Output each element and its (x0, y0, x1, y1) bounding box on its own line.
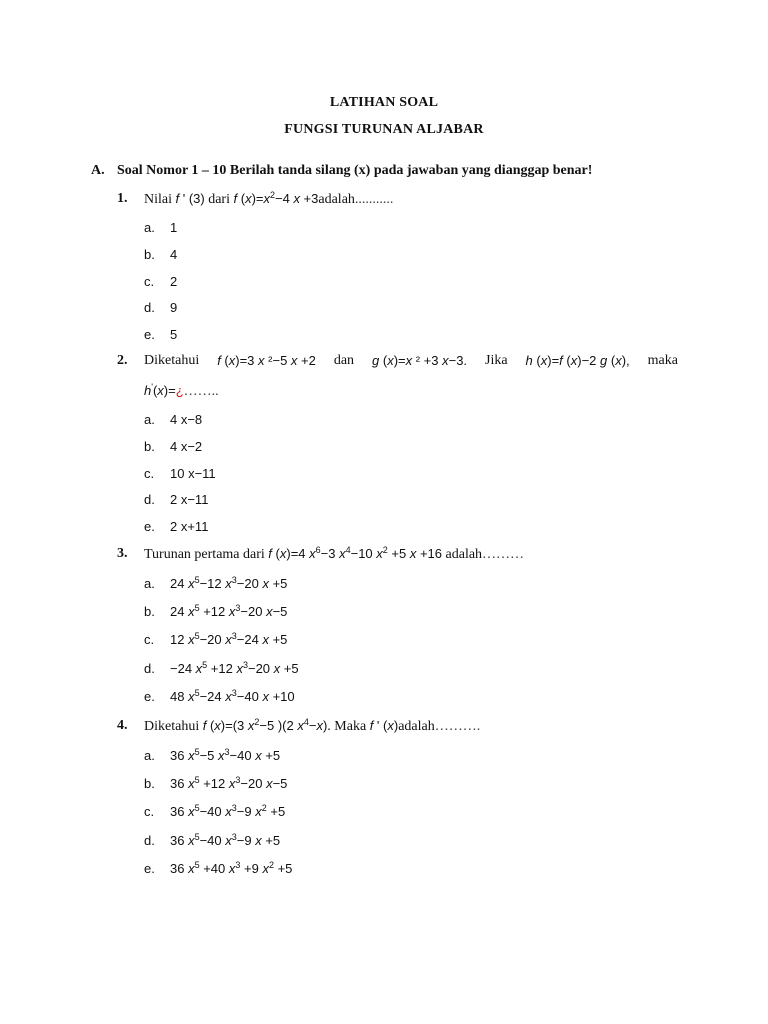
question-text-prefix: Nilai (144, 192, 172, 207)
option-letter: c. (144, 274, 155, 289)
option-letter: b. (144, 247, 155, 262)
question-text-suffix: adalah (318, 192, 355, 207)
option-text: 36 $x^5-40$ $x^3-9$ x +5 (170, 832, 281, 848)
option-letter: e. (144, 327, 155, 342)
question-text-continued (144, 383, 219, 400)
page-title: LATIHAN SOAL (329, 95, 439, 110)
question-text-suffix: adalah (398, 719, 435, 734)
option-letter: e. (144, 861, 155, 876)
option-text: 2 x−11 (170, 492, 209, 507)
option-letter: c. (144, 632, 155, 647)
option-letter: d. (144, 661, 155, 676)
option-letter: d. (144, 300, 155, 315)
option-letter: b. (144, 776, 155, 791)
option-letter: d. (144, 492, 155, 507)
question-number: 3. (117, 546, 128, 561)
question-text-prefix: Diketahui (144, 719, 200, 734)
section-instruction: Soal Nomor 1 – 10 Berilah tanda silang (x) pada jawaban yang dianggap benar! (117, 163, 593, 178)
question-text (144, 546, 524, 563)
option-text: −24 $x^5 +12$ $x^3-20$ x +5 (170, 660, 299, 676)
option-text: 4 x−2 (170, 439, 203, 454)
option-text: 2 x+11 (170, 519, 209, 534)
answer-blank: ........... (354, 192, 394, 207)
option-text: 36 $x^5-40$ $x^3-9$ $x^2 +5$ (170, 803, 286, 819)
page-subtitle: FUNGSI TURUNAN ALJABAR (284, 122, 484, 137)
section-letter: A. (91, 163, 105, 178)
math-expression: h'(x)=¿ (144, 382, 184, 398)
option-letter: d. (144, 833, 155, 848)
option-text: 5 (170, 327, 178, 342)
option-letter: c. (144, 804, 155, 819)
math-expression: f (x)=3 x ²−5 x +2 (217, 353, 316, 368)
math-expression: g (x)=x ² +3 x−3. (372, 353, 468, 368)
option-text: 36 $x^5 +40$ $x^3 +9$ $x^2 +5$ (170, 860, 293, 876)
option-text: 36 $x^5-5$ $x^3-40$ x +5 (170, 747, 281, 763)
question-text-prefix: Turunan pertama dari (144, 547, 265, 562)
option-text: 4 x−8 (170, 412, 203, 427)
option-letter: a. (144, 412, 155, 427)
option-text: 24 $x^5 +12$ $x^3-20$ x−5 (170, 603, 288, 619)
option-text: 12 $x^5-20$ $x^3-24$ x +5 (170, 631, 288, 647)
option-letter: c. (144, 466, 155, 481)
question-number: 2. (117, 353, 128, 368)
math-expression: f ' (x) (369, 718, 399, 733)
answer-blank: ……… (482, 547, 525, 562)
math-expression: f $(x)=x^2-4$ x +3 (233, 190, 319, 206)
question-number: 1. (117, 191, 128, 206)
option-letter: a. (144, 576, 155, 591)
question-text-mid: . Maka (327, 719, 367, 734)
option-text: 10 x−11 (170, 466, 216, 481)
math-expression: f (x)=(3 $x^2-5$ )(2 $x^4-x$) (202, 717, 328, 733)
question-text (144, 718, 480, 735)
option-text: 4 (170, 247, 178, 262)
question-text: Nilai f ' (3) dari f $(x)=x^2-4$ x +3adalah........... (144, 190, 394, 207)
math-expression: f ' (3) (175, 191, 205, 206)
option-letter: e. (144, 519, 155, 534)
option-text: 9 (170, 300, 178, 315)
option-letter: a. (144, 220, 155, 235)
question-word: maka (647, 353, 678, 368)
answer-blank: …….. (183, 384, 219, 399)
option-letter: a. (144, 748, 155, 763)
question-text-suffix: adalah (445, 547, 483, 562)
option-letter: e. (144, 689, 155, 704)
option-letter: b. (144, 604, 155, 619)
option-text: 1 (170, 220, 178, 235)
option-letter: b. (144, 439, 155, 454)
option-text: 2 (170, 274, 178, 289)
option-text: 24 $x^5-12$ $x^3-20$ x +5 (170, 575, 288, 591)
question-text (144, 353, 678, 369)
math-expression: h (x)=f (x)−2 g (x), (525, 353, 630, 368)
question-word: Jika (485, 353, 508, 368)
question-number: 4. (117, 718, 128, 733)
question-word: Diketahui (144, 353, 200, 368)
option-text: 48 $x^5-24$ $x^3-40$ x +10 (170, 688, 295, 704)
question-word: dan (333, 353, 355, 368)
answer-blank: ………. (434, 719, 481, 734)
math-expression: f (x)=4 $x^6-3$ $x^4-10$ $x^2 +5$ x +16 (268, 545, 443, 561)
option-text: 36 $x^5 +12$ $x^3-20$ x−5 (170, 775, 288, 791)
